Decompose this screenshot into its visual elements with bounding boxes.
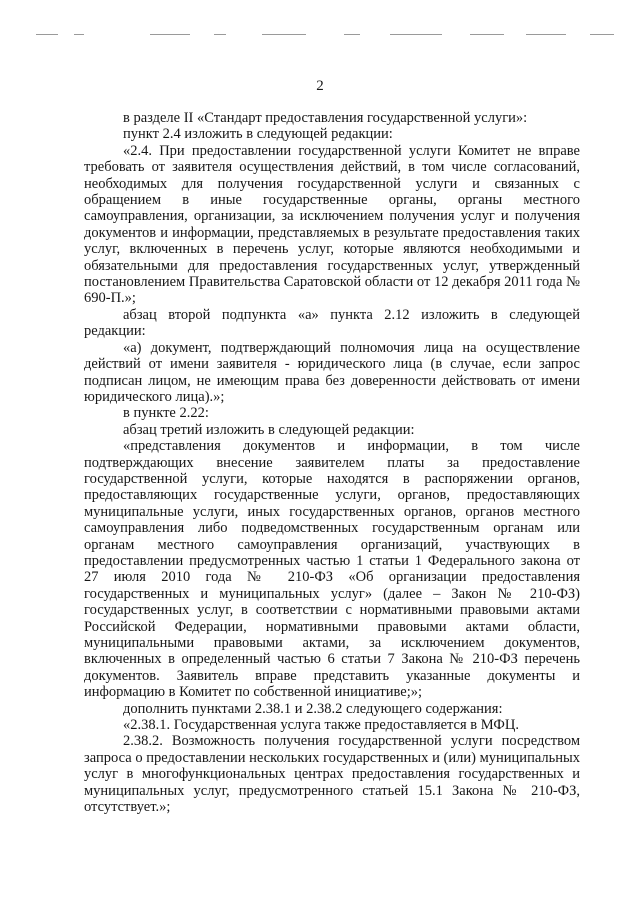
paragraph-clause-2-4: «2.4. При предоставлении государственной услуги Комитет не вправе требовать от заявителя осуществления действий, в том числе согласований, необходимых для получения государственной услуги и связанных с обращением в иные государственные органы, органы местного самоуправления, организации, за исключением получения услуг и получения документов и информации, представляемых в результате предоставления таких услуг, включенных в перечень услуг, которые являются необходимыми и обязательными для предоставления государственных услуг, утвержденный постановлением Правительства Саратовской области от 12 декабря 2011 года № 690-П.»; [84, 142, 580, 307]
paragraph-amendment-2-4: пункт 2.4 изложить в следующей редакции: [123, 126, 393, 143]
paragraph-amendment-2-38: дополнить пунктами 2.38.1 и 2.38.2 следующего содержания: [123, 700, 503, 717]
scan-mark [36, 34, 58, 35]
scan-mark [526, 34, 566, 35]
paragraph-amendment-2-12: абзац второй подпункта «а» пункта 2.12 изложить в следующей редакции: [84, 306, 580, 340]
paragraph-clause-2-38-2: 2.38.2. Возможность получения государственной услуги посредством запроса о предоставлении нескольких государственных и (или) муниципальных услуг в многофункциональных центрах предоставления государственных и муниципальных услуг, предусмотренного статьей 15.1 Закона № 210-ФЗ, отсутствует.»; [84, 733, 580, 816]
paragraph-clause-2-38-1: «2.38.1. Государственная услуга также предоставляется в МФЦ. [123, 717, 519, 734]
scan-mark [470, 34, 504, 35]
scan-header-artifacts [0, 0, 640, 40]
document-body [84, 110, 580, 815]
paragraph-clause-2-22: «представления документов и информации, в том числе подтверждающих внесение заявителем платы за предоставление государственной услуги, которые находятся в распоряжении органов, предоставляющих государственные услуги, органов, предоставляющих муниципальные услуги, иных государственных органов, органов местного самоуправления либо подведомственных государственным органам или органам местного самоуправления организаций, участвующих в предоставлении предусмотренных частью 1 статьи 1 Федерального закона от 27 июля 2010 года № 210-ФЗ «Об организации предоставления государственных и муниципальных услуг» (далее – Закон № 210-ФЗ) государственных услуг, в соответствии с нормативными правовыми актами Российской Федерации, нормативными правовыми актами области, муниципальными правовыми актами, за исключением документов, включенных в определенный частью 6 статьи 7 Закона № 210-ФЗ перечень документов. Заявитель вправе представить указанные документы и информацию в Комитет по собственной инициативе;»; [84, 438, 580, 701]
scan-mark [214, 34, 226, 35]
paragraph-amendment-2-22: в пункте 2.22: [123, 405, 209, 422]
scan-mark [74, 34, 84, 35]
scan-mark [590, 34, 614, 35]
paragraph-section-header: в разделе II «Стандарт предоставления государственной услуги»: [123, 110, 528, 126]
scan-mark [344, 34, 360, 35]
scan-mark [390, 34, 442, 35]
paragraph-clause-2-12-a: «а) документ, подтверждающий полномочия лица на осуществление действий от имени заявителя - юридического лица (в случае, если запрос подписан лицом, не имеющим права без доверенности действовать от имени юридического лица).»; [84, 339, 580, 405]
scan-mark [262, 34, 306, 35]
page-number: 2 [316, 78, 324, 94]
paragraph-amendment-2-22-third: абзац третий изложить в следующей редакции: [123, 421, 415, 438]
scan-mark [150, 34, 190, 35]
